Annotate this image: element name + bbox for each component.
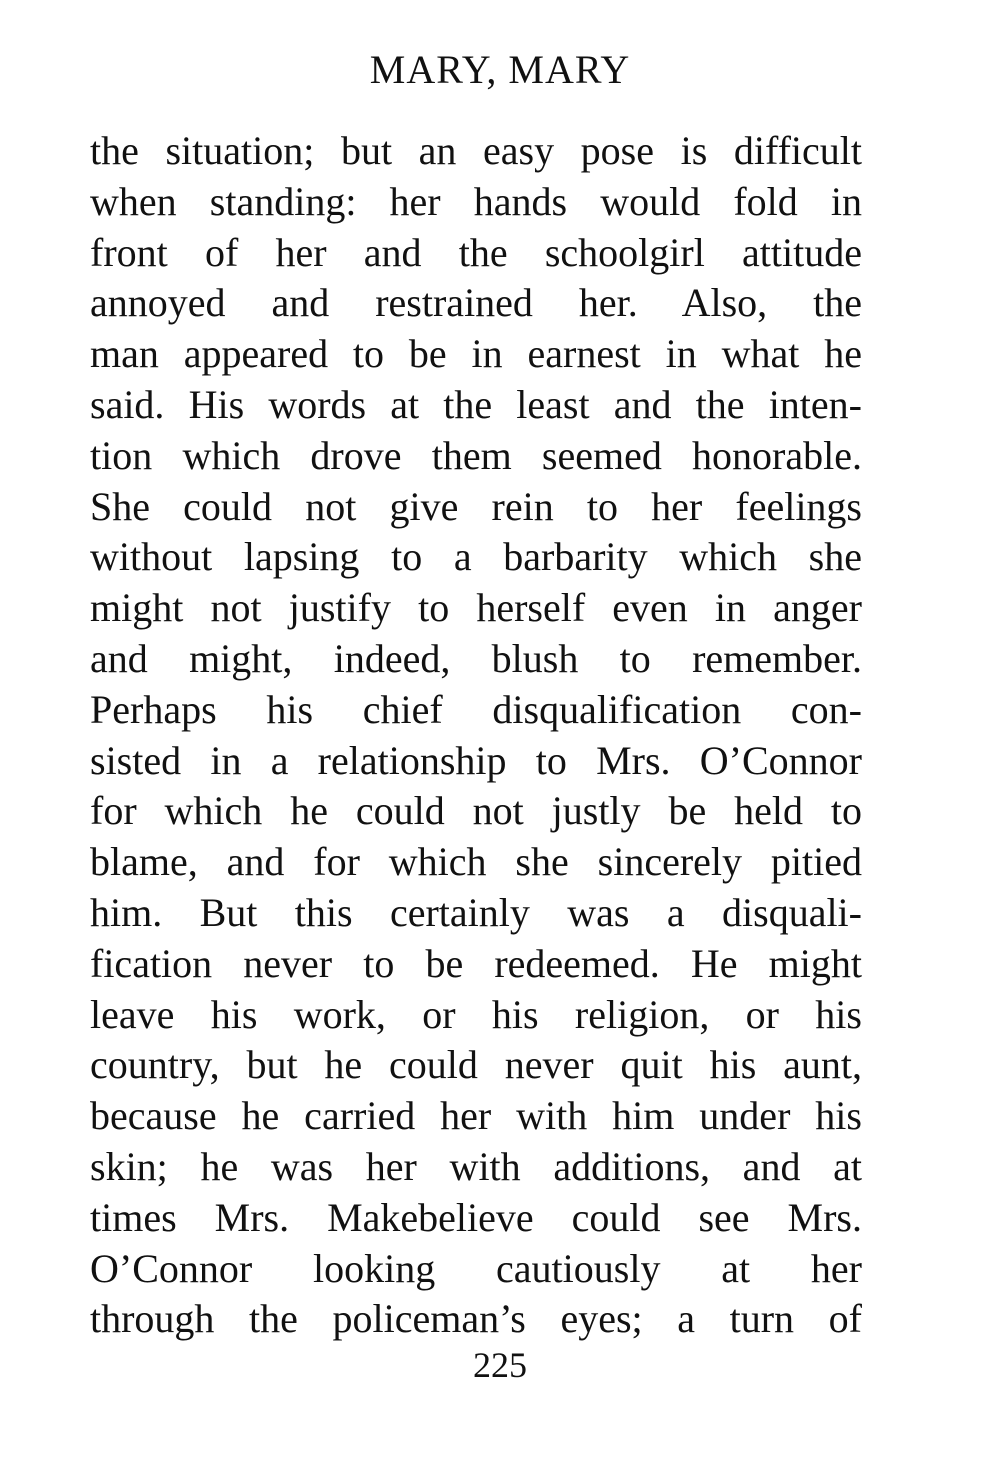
text-line: through the policeman’s eyes; a turn of [90,1296,862,1342]
text-line: and might, indeed, blush to remember. [90,635,862,681]
text-line: man appeared to be in earnest in what he [90,331,862,377]
text-line: because he carried her with him under his [90,1093,862,1139]
text-line: skin; he was her with additions, and at [90,1143,862,1189]
text-line: him. But this certainly was a disquali- [90,889,862,935]
text-line: tion which drove them seemed honorable. [90,432,862,478]
body-text [90,126,862,1345]
text-line: Perhaps his chief disqualification con- [90,686,862,732]
text-line: fication never to be redeemed. He might [90,940,862,986]
text-line: times Mrs. Makebelieve could see Mrs. [90,1194,862,1240]
text-line: when standing: her hands would fold in [90,178,862,224]
text-line: without lapsing to a barbarity which she [90,534,862,580]
text-line: blame, and for which she sincerely pitied [90,839,862,885]
text-line: for which he could not justly be held to [90,788,862,834]
text-line: country, but he could never quit his aunt, [90,1042,862,1088]
text-line: sisted in a relationship to Mrs. O’Connor [90,737,862,783]
text-line: leave his work, or his religion, or his [90,991,862,1037]
text-line: front of her and the schoolgirl attitude [90,229,862,275]
text-line: annoyed and restrained her. Also, the [90,280,862,326]
text-line: said. His words at the least and the inten- [90,381,862,427]
running-head: MARY, MARY [369,47,631,92]
text-line: the situation; but an easy pose is difficult [90,128,862,173]
page-number: 225 [473,1345,527,1385]
text-line: might not justify to herself even in anger [90,585,862,631]
text-line: She could not give rein to her feelings [90,483,862,529]
text-line: O’Connor looking cautiously at her [90,1245,862,1291]
